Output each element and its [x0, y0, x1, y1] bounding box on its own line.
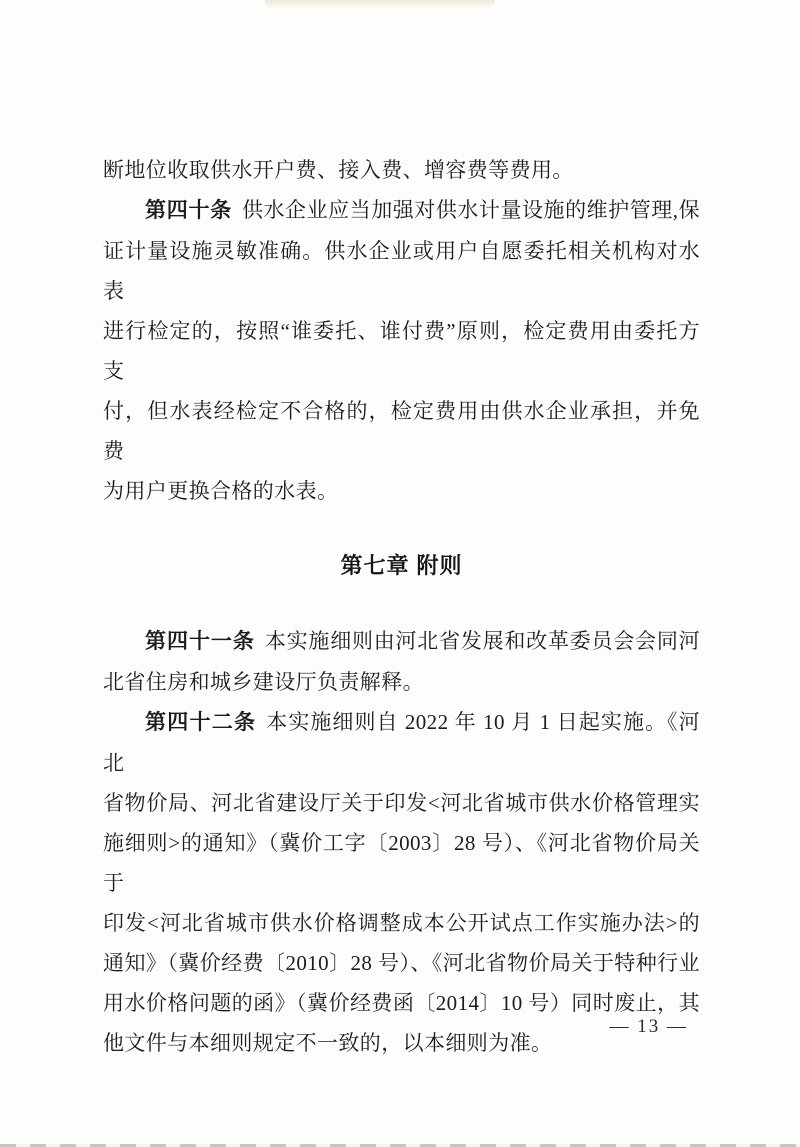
article-40-term: 第四十条 [145, 199, 232, 222]
article-42-line: 省物价局、河北省建设厅关于印发<河北省城市供水价格管理实 [103, 791, 700, 815]
article-42-term: 第四十二条 [145, 711, 257, 734]
article-41-first-line [103, 621, 700, 662]
article-41-lead-text: 本实施细则由河北省发展和改革委员会会同河 [264, 629, 700, 653]
article-40-line: 付，但水表经检定不合格的，检定费用由供水企业承担，并免费 [103, 399, 700, 463]
article-40-line: 证计量设施灵敏准确。供水企业或用户自愿委托相关机构对水表 [103, 239, 700, 303]
article-42-line: 印发<河北省城市供水价格调整成本公开试点工作实施办法>的 [103, 911, 700, 935]
article-42-line: 用水价格问题的函》（冀价经费函〔2014〕10 号）同时废止，其 [103, 991, 700, 1015]
article-42-line: 施细则>的通知》（冀价工字〔2003〕28 号）、《河北省物价局关于 [103, 831, 700, 895]
article-41-term: 第四十一条 [145, 630, 255, 653]
article-40-line: 进行检定的，按照“谁委托、谁付费”原则，检定费用由委托方支 [103, 319, 700, 383]
article-42-line: 通知》（冀价经费〔2010〕28 号）、《河北省物价局关于特种行业 [103, 951, 700, 975]
continuation-paragraph-line: 断地位收取供水开户费、接入费、增容费等费用。 [103, 158, 574, 182]
article-40-first-line [103, 190, 700, 231]
chapter-7-heading: 第七章 附则 [340, 553, 463, 578]
article-42-lead-text: 本实施细则自 2022 年 10 月 1 日起实施。《河北 [103, 710, 701, 775]
article-40-lead-text: 供水企业应当加强对供水计量设施的维护管理,保 [241, 198, 700, 222]
article-40-last-line: 为用户更换合格的水表。 [103, 479, 339, 503]
article-42-first-line [103, 702, 700, 783]
article-42-last-line: 他文件与本细则规定不一致的，以本细则为准。 [103, 1031, 553, 1055]
article-41-last-line: 北省住房和城乡建设厅负责解释。 [103, 670, 424, 694]
page-number: — 13 — [609, 1016, 688, 1037]
